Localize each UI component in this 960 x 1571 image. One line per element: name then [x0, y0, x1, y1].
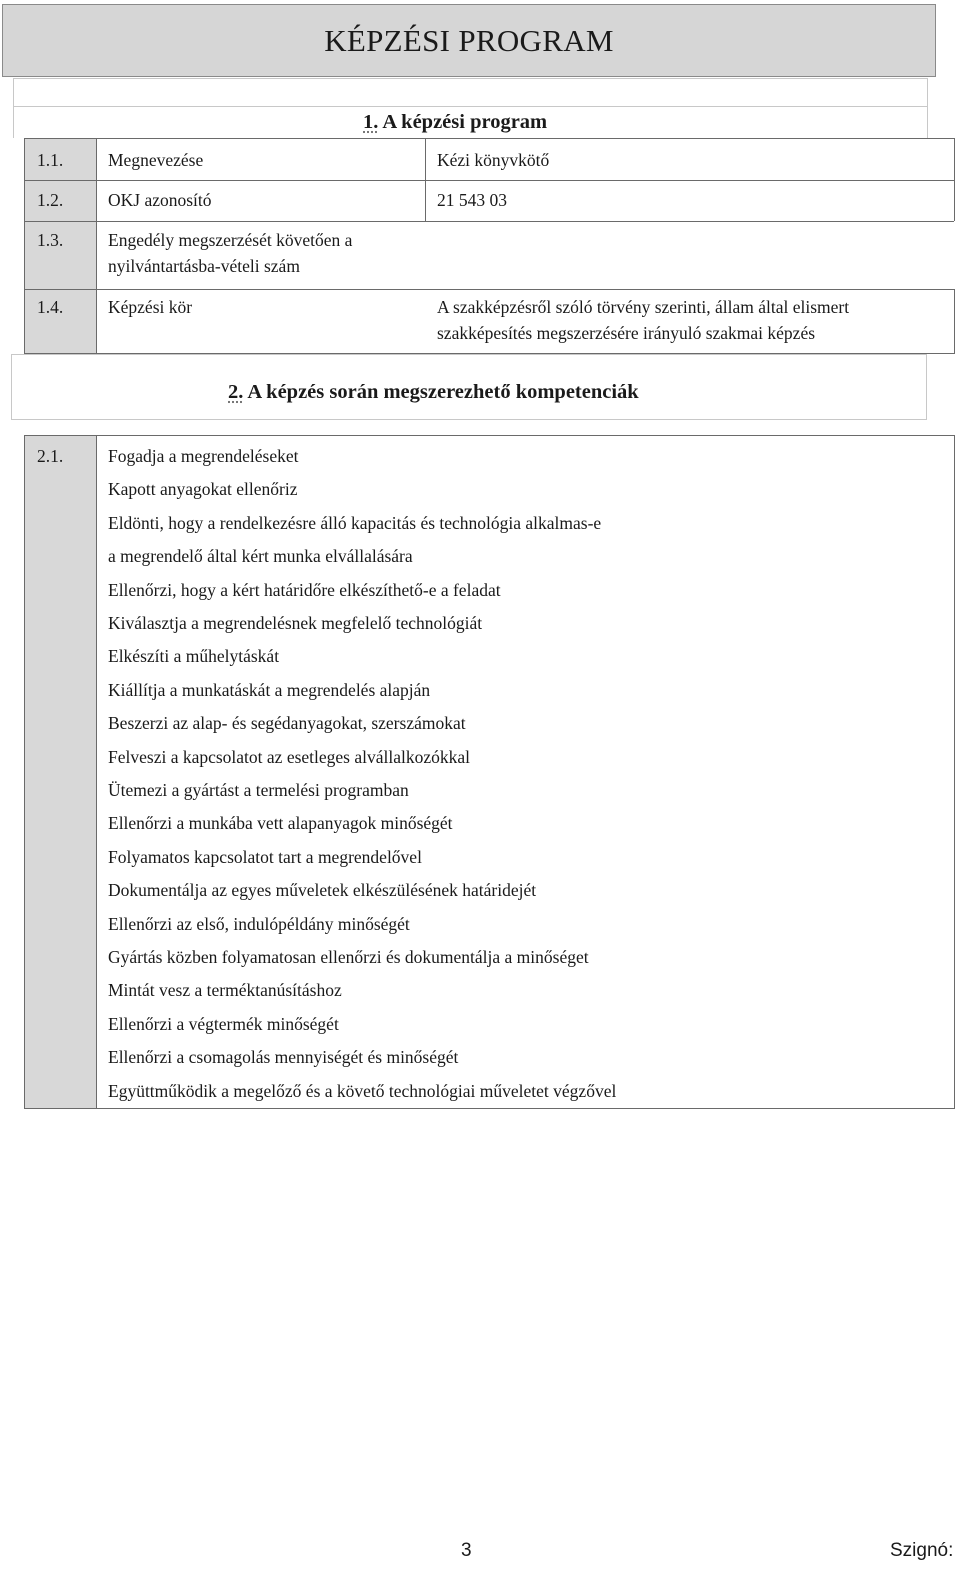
row-label-line2: nyilvántartásba-vételi szám [108, 256, 300, 276]
document-title: KÉPZÉSI PROGRAM [324, 22, 614, 58]
section1-divider [13, 106, 928, 107]
section1-number: 1. [363, 111, 379, 133]
competency-item: Kapott anyagokat ellenőriz [108, 479, 298, 500]
document-title-banner [2, 4, 936, 77]
row-number: 1.4. [37, 297, 64, 317]
section1-title [363, 111, 547, 134]
competency-item: Folyamatos kapcsolatot tart a megrendelővel [108, 846, 422, 867]
row-value: 21 543 03 [437, 190, 507, 210]
row-number: 1.1. [37, 150, 64, 170]
competency-item: a megrendelő által kért munka elvállalására [108, 546, 413, 567]
competency-item: Ellenőrzi az első, indulópéldány minőségét [108, 913, 410, 934]
section1-title-text: A képzési program [378, 111, 548, 133]
row-value-line2: szakképesítés megszerzésére irányuló szakmai képzés [437, 323, 816, 343]
row-label: Képzési kör [108, 297, 193, 317]
competency-item: Ellenőrzi a végtermék minőségét [108, 1013, 339, 1034]
row-value: Kézi könyvkötő [437, 150, 550, 170]
competency-item: Eldönti, hogy a rendelkezésre álló kapacitás és technológia alkalmas-e [108, 512, 602, 533]
competency-item: Ellenőrzi a munkába vett alapanyagok minőségét [108, 813, 453, 834]
competency-item: Fogadja a megrendeléseket [108, 446, 299, 466]
section2-title [228, 381, 639, 404]
program-details-table [24, 138, 955, 354]
page-number: 3 [461, 1540, 472, 1561]
section2-title-text: A képzés során megszerezhető kompetenciák [243, 381, 639, 403]
competency-item: Beszerzi az alap- és segédanyagokat, szerszámokat [108, 713, 466, 734]
competency-item: Ütemezi a gyártást a termelési programban [108, 780, 409, 800]
section2-number: 2. [228, 381, 244, 403]
signature-label: Szignó: [890, 1540, 954, 1561]
row-label: Megnevezése [108, 150, 204, 170]
row-number: 1.3. [37, 230, 64, 250]
competency-item: Ellenőrzi a csomagolás mennyiségét és minőségét [108, 1047, 459, 1068]
competency-item: Kiválasztja a megrendelésnek megfelelő technológiát [108, 613, 483, 633]
competency-item: Felveszi a kapcsolatot az esetleges alvállalkozókkal [108, 746, 471, 767]
competency-item: Dokumentálja az egyes műveletek elkészülésének határidejét [108, 880, 537, 901]
row-number: 2.1. [37, 446, 64, 466]
competency-item: Gyártás közben folyamatosan ellenőrzi és dokumentálja a minőséget [108, 947, 589, 967]
row-label-line1: Engedély megszerzését követően a [108, 230, 353, 250]
competency-item: Mintát vesz a terméktanúsításhoz [108, 980, 342, 1001]
competencies-table [24, 435, 955, 1109]
competency-item: Elkészíti a műhelytáskát [108, 646, 280, 667]
numbering-column [25, 436, 97, 1108]
row-value-line1: A szakképzésről szóló törvény szerinti, állam által elismert [437, 297, 850, 317]
row-number: 1.2. [37, 190, 64, 210]
competency-item: Kiállítja a munkatáskát a megrendelés alapján [108, 679, 431, 700]
competency-item: Ellenőrzi, hogy a kért határidőre elkészíthető-e a feladat [108, 579, 501, 600]
row-label: OKJ azonosító [108, 190, 212, 210]
competency-item: Együttműködik a megelőző és a követő technológiai műveletet végzővel [108, 1080, 617, 1101]
